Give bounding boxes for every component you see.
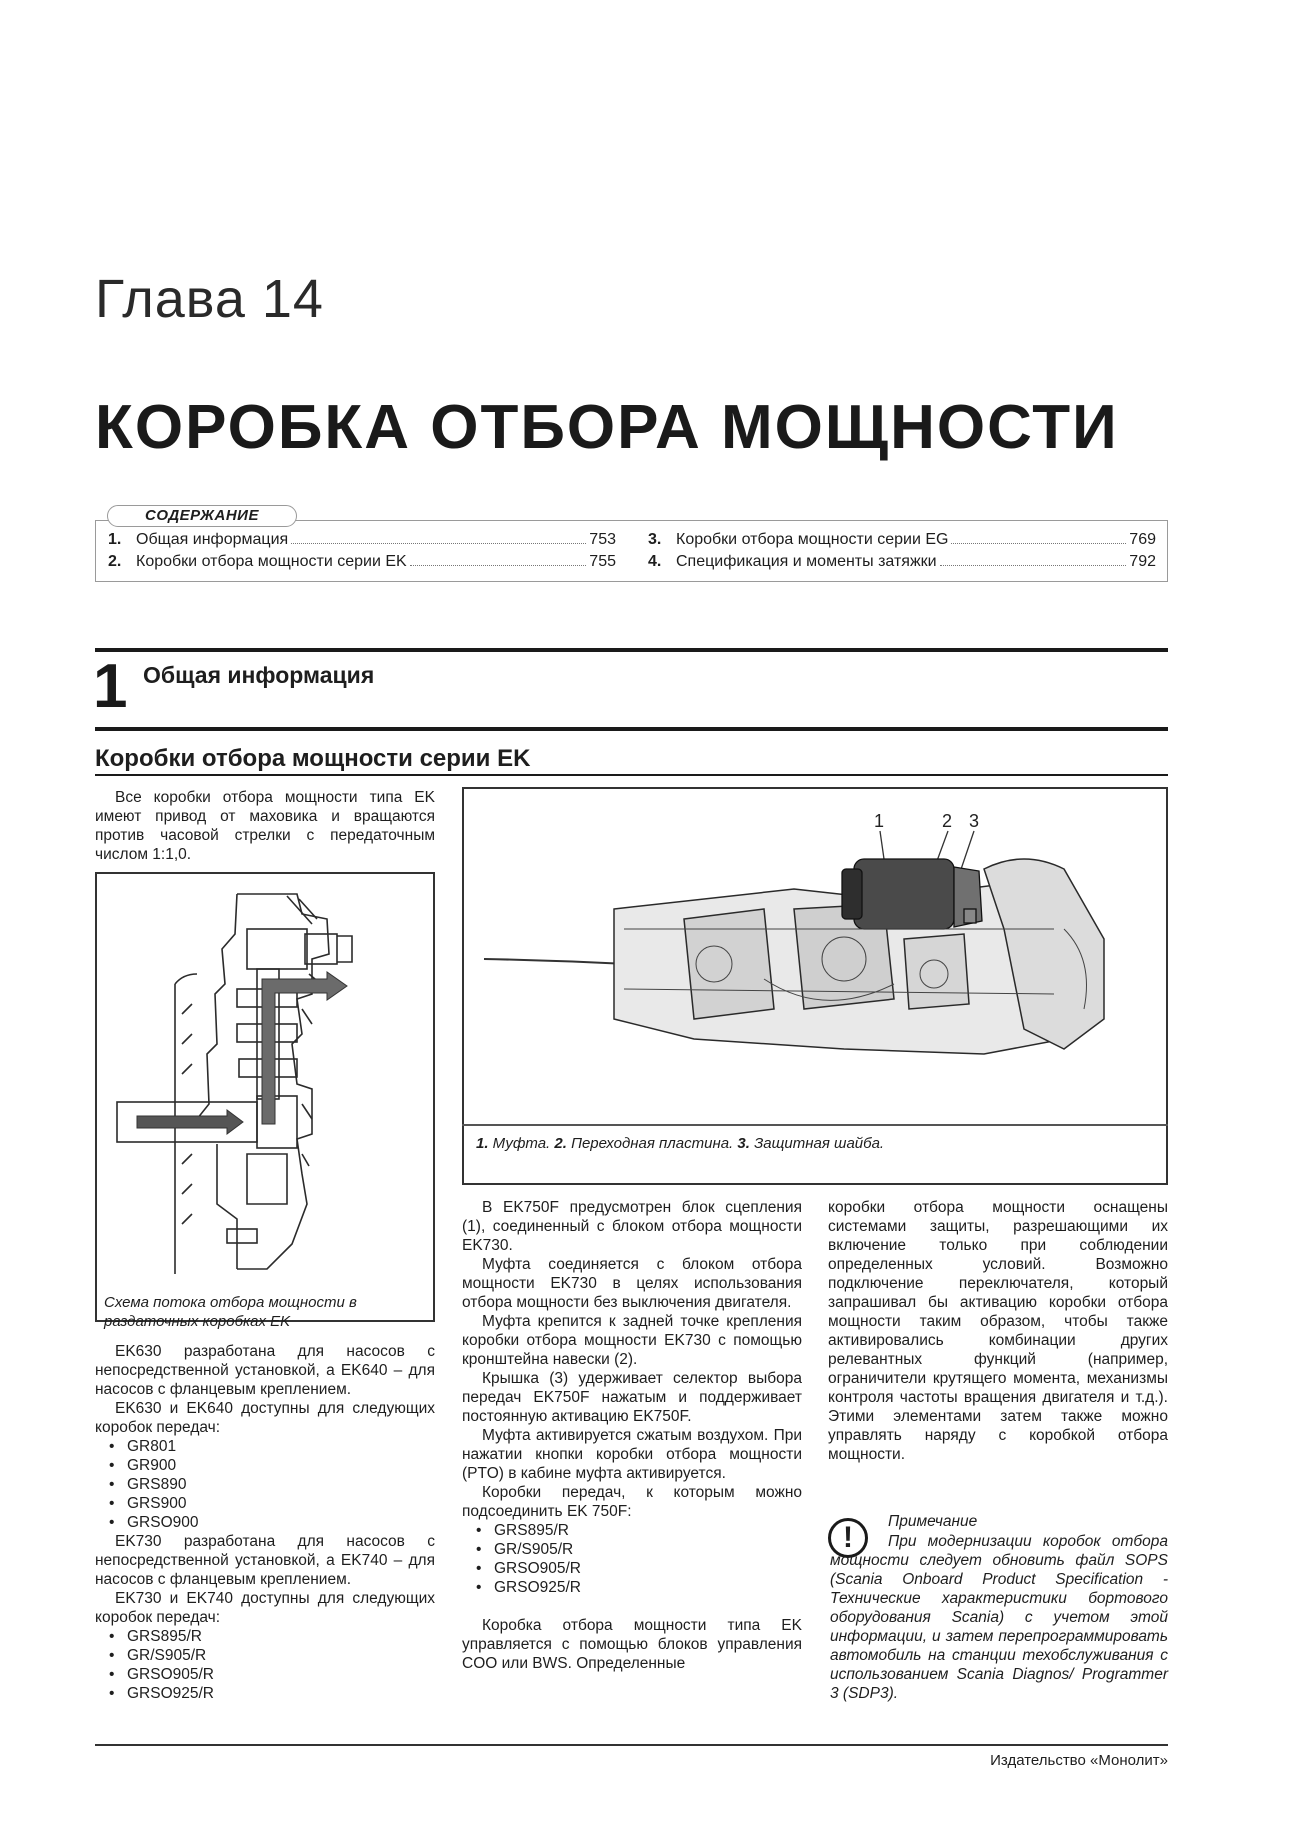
toc-item[interactable] — [648, 553, 1156, 573]
gearbox-list — [462, 1521, 802, 1597]
callout-1: 1 — [874, 811, 885, 831]
intro-paragraph: Все коробки отбора мощности типа EK имеют привод от маховика и вращаются против часовой стрелки с передаточным числом 1:1,0. — [95, 789, 435, 863]
toc-item-page: 753 — [589, 531, 616, 548]
caption-number: 1. — [476, 1135, 489, 1152]
column-1-intro — [95, 788, 435, 864]
figure-caption-left: Схема потока отбора мощности в раздаточных коробках EK — [104, 1294, 357, 1330]
footer-rule — [95, 1744, 1168, 1746]
toc-item-label: Коробки отбора мощности серии EK — [136, 553, 407, 570]
list-item: • GR/S905/R — [494, 1540, 802, 1559]
publisher-footer: Издательство «Монолит» — [990, 1752, 1168, 1769]
caption-text: Защитная шайба. — [749, 1135, 885, 1152]
column-1-body — [95, 1342, 435, 1703]
list-item: • GRS900 — [127, 1494, 435, 1513]
caption-number: 3. — [737, 1135, 750, 1152]
list-item: • GRS890 — [127, 1475, 435, 1494]
list-item: • GRSO905/R — [127, 1665, 435, 1684]
toc-leader — [951, 543, 1126, 544]
figure-caption-right — [476, 1135, 884, 1152]
paragraph: Муфта крепится к задней точке крепления коробки отбора мощности EK730 с помощью кронштейна навески (2). — [462, 1313, 802, 1368]
section-rule-bottom — [95, 727, 1168, 731]
paragraph: EK630 разработана для насосов с непосредственной установкой, а EK640 – для насосов с фланцевым креплением. — [95, 1343, 435, 1398]
list-item: • GR/S905/R — [127, 1646, 435, 1665]
caption-text: Муфта. — [488, 1135, 555, 1152]
paragraph: Муфта соединяется с блоком отбора мощности EK730 в целях использования отбора мощности без выключения двигателя. — [462, 1256, 802, 1311]
gearbox-list — [95, 1627, 435, 1703]
column-2 — [462, 1198, 802, 1673]
section-title: Общая информация — [143, 662, 375, 688]
section-rule-top — [95, 648, 1168, 652]
chapter-label: Глава 14 — [95, 269, 324, 329]
gearbox-list — [95, 1437, 435, 1532]
toc-item-page: 755 — [589, 553, 616, 570]
figure-caption-divider — [462, 1124, 1168, 1126]
toc-item-number: 4. — [648, 553, 662, 570]
list-item: • GRSO925/R — [494, 1578, 802, 1597]
caption-number: 2. — [554, 1135, 567, 1152]
warning-icon: ! — [828, 1518, 868, 1558]
caption-text: Переходная пластина. — [566, 1135, 738, 1152]
toc-item-number: 3. — [648, 531, 662, 548]
toc-item-page: 792 — [1129, 553, 1156, 570]
list-item: • GRS895/R — [127, 1627, 435, 1646]
toc-leader — [410, 565, 587, 566]
section-number: 1 — [93, 652, 128, 721]
paragraph: Коробки передач, к которым можно подсоединить EK 750F: — [462, 1484, 802, 1520]
list-item: • GRSO925/R — [127, 1684, 435, 1703]
toc-item[interactable] — [648, 531, 1156, 551]
paragraph: Крышка (3) удерживает селектор выбора передач EK750F нажатым и поддерживает постоянную активацию EK750F. — [462, 1370, 802, 1425]
toc-box — [95, 520, 1168, 582]
toc-item[interactable] — [108, 553, 616, 573]
transmission-drawing — [464, 789, 1166, 1123]
paragraph: коробки отбора мощности оснащены системами защиты, разрешающими их включение только при соблюдении определенных условий. Возможно подключение переключателя, который запрашивал бы активацию коробки отбора мощности таким образом, чтобы также активировались комбинации других релевантных функций (например, ограничители крутящего момента, механизмы контроля частоты вращения двигателя и т.д.). Этими элементами затем также можно управлять наряду с коробкой отбора мощности. — [828, 1199, 1168, 1463]
toc-item-page: 769 — [1129, 531, 1156, 548]
paragraph: EK630 и EK640 доступны для следующих коробок передач: — [95, 1400, 435, 1436]
list-item: • GR900 — [127, 1456, 435, 1475]
paragraph: EK730 разработана для насосов с непосредственной установкой, а EK740 – для насосов с фланцевым креплением. — [95, 1533, 435, 1588]
callout-3: 3 — [969, 811, 980, 831]
toc-header: СОДЕРЖАНИЕ — [107, 505, 297, 527]
toc-leader — [291, 543, 586, 544]
toc-item[interactable] — [108, 531, 616, 551]
list-item: • GRS895/R — [494, 1521, 802, 1540]
toc-leader — [940, 565, 1127, 566]
paragraph: В EK750F предусмотрен блок сцепления (1), соединенный с блоком отбора мощности EK730. — [462, 1199, 802, 1254]
toc-item-label: Общая информация — [136, 531, 289, 548]
note-text: При модернизации коробок отбора мощности следует обновить файл SOPS (Scania Onboard Product Specification - Технические характеристики бортового оборудования Scania) с учетом этой информации, и затем перепрограммировать автомобиль на станции техобслуживания с использованием Scania Diagnos/ Programmer 3 (SDP3). — [830, 1533, 1168, 1702]
power-flow-diagram — [97, 874, 433, 1290]
power-flow-figure — [95, 872, 435, 1322]
subsection-title: Коробки отбора мощности серии EK — [95, 745, 531, 772]
toc-item-label: Коробки отбора мощности серии EG — [676, 531, 949, 548]
toc-item-number: 2. — [108, 553, 122, 570]
subsection-rule — [95, 774, 1168, 776]
column-3 — [828, 1198, 1168, 1464]
page-title: КОРОБКА ОТБОРА МОЩНОСТИ — [95, 393, 1119, 462]
list-item: • GRSO905/R — [494, 1559, 802, 1578]
list-item: • GRSO900 — [127, 1513, 435, 1532]
paragraph: Муфта активируется сжатым воздухом. При нажатии кнопки коробки отбора мощности (PTO) в кабине муфта активируется. — [462, 1427, 802, 1482]
callout-2: 2 — [942, 811, 953, 831]
paragraph: EK730 и EK740 доступны для следующих коробок передач: — [95, 1590, 435, 1626]
toc-item-label: Спецификация и моменты затяжки — [676, 553, 937, 570]
toc-item-number: 1. — [108, 531, 122, 548]
list-item: • GR801 — [127, 1437, 435, 1456]
note-title: Примечание — [888, 1513, 978, 1530]
paragraph: Коробка отбора мощности типа EK управляется с помощью блоков управления COO или BWS. Определенные — [462, 1617, 802, 1672]
